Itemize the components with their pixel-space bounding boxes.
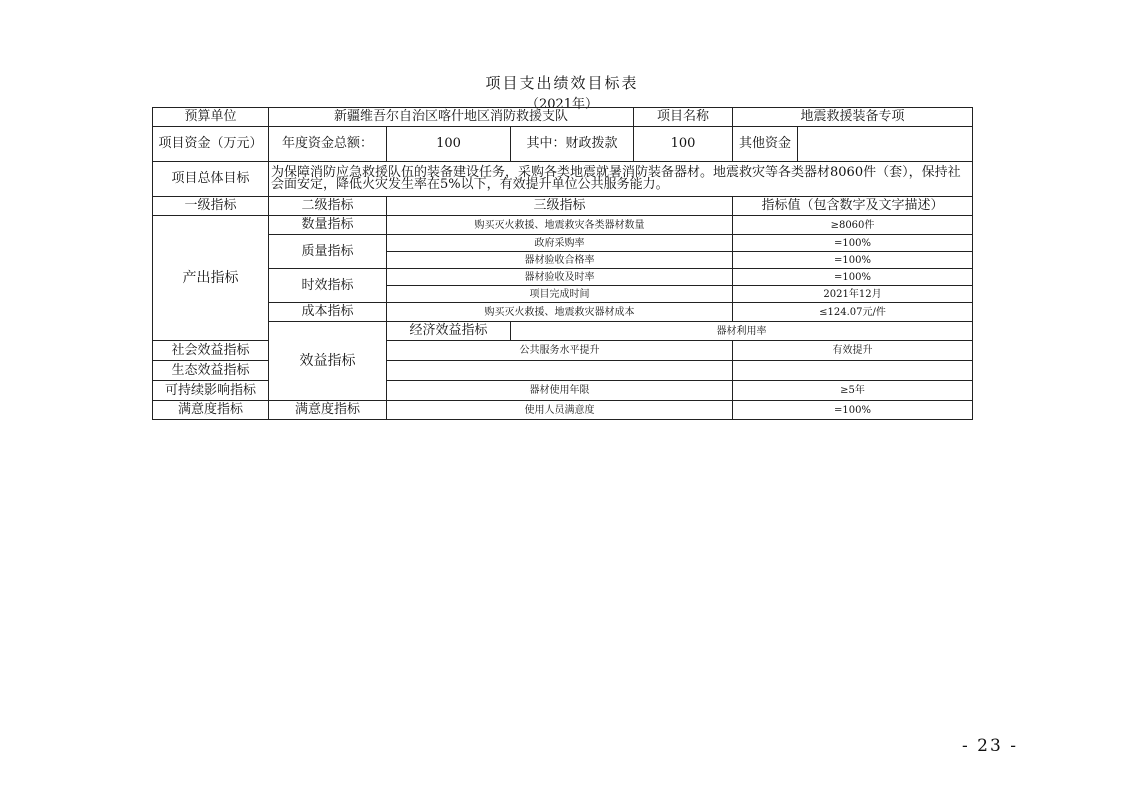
indicator-value: 2021年12月 bbox=[733, 286, 973, 303]
table-row bbox=[153, 322, 973, 341]
table-row bbox=[153, 235, 973, 252]
sustainable-indicator-label: 可持续影响指标 bbox=[153, 381, 269, 401]
indicator-name: 政府采购率 bbox=[387, 235, 733, 252]
indicator-name: 项目完成时间 bbox=[387, 286, 733, 303]
table-row bbox=[153, 216, 973, 235]
other-funds-value bbox=[798, 127, 972, 161]
indicator-name: 器材验收及时率 bbox=[387, 269, 733, 286]
indicator-name: 购买灭火救援、地震救灾各类器材数量 bbox=[387, 216, 733, 235]
indicator-value: ≥8060件 bbox=[733, 216, 973, 235]
table-row bbox=[153, 303, 973, 322]
timeliness-indicator-label: 时效指标 bbox=[269, 269, 387, 303]
indicator-name: 使用人员满意度 bbox=[387, 401, 733, 420]
budget-unit-label: 预算单位 bbox=[153, 108, 269, 127]
ecological-indicator-label: 生态效益指标 bbox=[153, 361, 269, 381]
indicator-name: 器材利用率 bbox=[511, 322, 973, 341]
indicator-name bbox=[387, 361, 733, 381]
col-level3-header: 三级指标 bbox=[387, 197, 733, 216]
budget-unit-row bbox=[153, 108, 973, 127]
table-row bbox=[153, 269, 973, 286]
indicator-value: =100% bbox=[733, 252, 973, 269]
table-title: 项目支出绩效目标表 bbox=[485, 74, 639, 92]
goal-label: 项目总体目标 bbox=[153, 162, 269, 197]
funds-row bbox=[153, 127, 973, 162]
col-value-header: 指标值（包含数字及文字描述） bbox=[733, 197, 973, 216]
indicator-value: =100% bbox=[733, 235, 973, 252]
indicator-value bbox=[733, 361, 973, 381]
goal-row bbox=[153, 162, 973, 197]
other-funds-cell bbox=[733, 127, 973, 162]
table-row bbox=[153, 401, 973, 420]
performance-table bbox=[152, 107, 973, 420]
satisfaction-indicator-label: 满意度指标 bbox=[153, 401, 269, 420]
project-name-value: 地震救援装备专项 bbox=[733, 108, 973, 127]
col-level1-header: 一级指标 bbox=[153, 197, 269, 216]
social-indicator-label: 社会效益指标 bbox=[153, 341, 269, 361]
indicator-name: 购买灭火救援、地震救灾器材成本 bbox=[387, 303, 733, 322]
quality-indicator-label: 质量指标 bbox=[269, 235, 387, 269]
benefit-indicator-label: 效益指标 bbox=[269, 322, 387, 401]
indicator-name: 器材使用年限 bbox=[387, 381, 733, 401]
indicator-name: 公共服务水平提升 bbox=[387, 341, 733, 361]
funds-label: 项目资金（万元） bbox=[153, 127, 269, 162]
fiscal-value: 100 bbox=[634, 127, 733, 162]
quantity-indicator-label: 数量指标 bbox=[269, 216, 387, 235]
economic-indicator-label: 经济效益指标 bbox=[387, 322, 511, 341]
indicator-value: =100% bbox=[733, 269, 973, 286]
annual-total-label: 年度资金总额： bbox=[269, 127, 387, 162]
goal-text: 为保障消防应急救援队伍的装备建设任务，采购各类地震就暑消防装备器材。地震救灾等各类器材8060件（套），保持社会面安定，降低火灾发生率在5%以下，有效提升单位公共服务能力。 bbox=[269, 162, 973, 197]
column-header-row bbox=[153, 197, 973, 216]
project-name-label: 项目名称 bbox=[634, 108, 733, 127]
indicator-value: ≤124.07元/件 bbox=[733, 303, 973, 322]
annual-total-value: 100 bbox=[387, 127, 511, 162]
cost-indicator-label: 成本指标 bbox=[269, 303, 387, 322]
table-year: （2021年） bbox=[525, 97, 599, 112]
col-level2-header: 二级指标 bbox=[269, 197, 387, 216]
page-number: - 23 - bbox=[962, 736, 1018, 756]
indicator-value: =100% bbox=[733, 401, 973, 420]
indicator-value: ≥5年 bbox=[733, 381, 973, 401]
indicator-value: 有效提升 bbox=[733, 341, 973, 361]
indicator-name: 器材验收合格率 bbox=[387, 252, 733, 269]
satisfaction-sub-label: 满意度指标 bbox=[269, 401, 387, 420]
output-indicator-label: 产出指标 bbox=[153, 216, 269, 341]
other-funds-label: 其他资金 bbox=[733, 127, 798, 161]
fiscal-label: 其中：财政拨款 bbox=[511, 127, 634, 162]
budget-unit-value: 新疆维吾尔自治区喀什地区消防救援支队 bbox=[269, 108, 634, 127]
